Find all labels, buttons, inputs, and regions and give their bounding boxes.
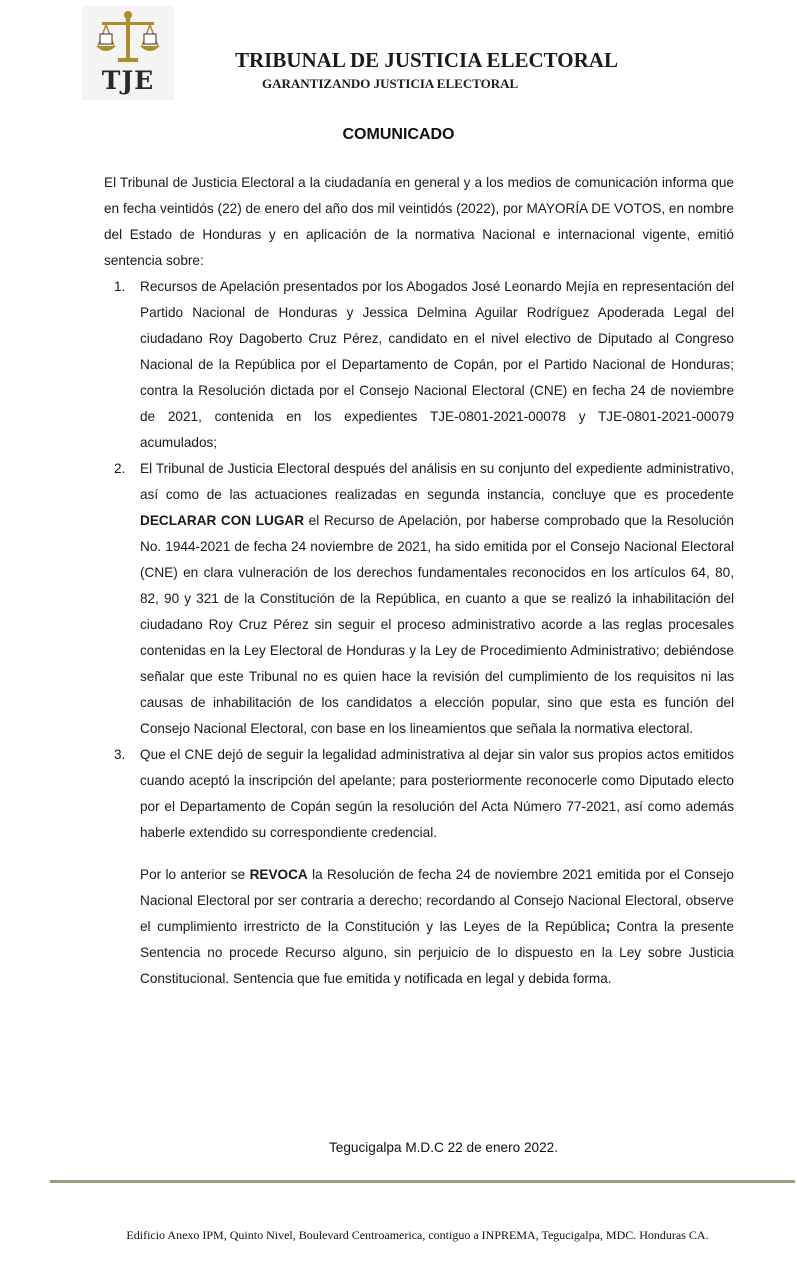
tje-logo <box>82 6 174 100</box>
list-item <box>104 274 734 456</box>
item-number: 1. <box>114 279 126 294</box>
footer-address: Edificio Anexo IPM, Quinto Nivel, Boulevard Centroamerica, contiguo a INPREMA, Tegucigalpa, MDC. Honduras CA. <box>126 1228 709 1242</box>
closing-text-before: Por lo anterior se <box>140 867 250 882</box>
closing-text-after: Contra la presente Sentencia no procede Recurso alguno, sin perjuicio de lo dispuesto en la Ley sobre Justicia Constitucional. Sentencia que fue emitida y notificada en legal y debida forma. <box>140 919 734 986</box>
item-number: 3. <box>114 747 126 762</box>
document-title: COMUNICADO <box>342 126 455 143</box>
footer-divider <box>50 1180 795 1183</box>
closing-paragraph <box>104 862 734 992</box>
scales-of-justice-icon <box>92 10 164 68</box>
item-text: Recursos de Apelación presentados por los Abogados José Leonardo Mejía en representación del Partido Nacional de Honduras y Jessica Delmina Aguilar Rodríguez Apoderada Legal del ciudadano Roy Dagoberto Cruz Pérez, candidato en el nivel electivo de Diputado al Congreso Nacional de la República por el Departamento de Copán, por el Partido Nacional de Honduras; contra la Resolución dictada por el Consejo Nacional Electoral (CNE) en fecha 24 de noviembre de 2021, contenida en los expedientes TJE-0801-2021-00078 y TJE-0801-2021-00079 acumulados; <box>140 279 734 450</box>
list-item <box>104 456 734 742</box>
document-body <box>104 170 734 992</box>
item-number: 2. <box>114 461 126 476</box>
item-text-after: el Recurso de Apelación, por haberse comprobado que la Resolución No. 1944-2021 de fecha 24 noviembre de 2021, ha sido emitida por el Consejo Nacional Electoral (CNE) en clara vulneración de los derechos fundamentales reconocidos en los artículos 64, 80, 82, 90 y 321 de la Constitución de la República, en cuanto a que se realizó la inhabilitación del ciudadano Roy Cruz Pérez sin seguir el proceso administrativo acorde a las reglas procesales contenidas en la Ley Electoral de Honduras y la Ley de Procedimiento Administrativo; debiéndose señalar que este Tribunal no es quien hace la revisión del cumplimiento de los requisitos ni las causas de inhabilitación de los candidatos a elección popular, sino que esta es función del Consejo Nacional Electoral, con base en los lineamientos que señala la normativa electoral. <box>140 513 734 736</box>
closing-bold-revoca: REVOCA <box>249 867 308 882</box>
resolution-list <box>104 274 734 846</box>
logo-text: TJE <box>101 66 155 95</box>
place-date: Tegucigalpa M.D.C 22 de enero 2022. <box>329 1140 558 1155</box>
item-text: Que el CNE dejó de seguir la legalidad administrativa al dejar sin valor sus propios actos emitidos cuando aceptó la inscripción del apelante; para posteriormente reconocerle como Diputado electo por el Departamento de Copán según la resolución del Acta Número 77-2021, así como además haberle extendido su correspondiente credencial. <box>140 747 734 840</box>
closing-text-mid: la Resolución de fecha 24 de noviembre 2021 emitida por el Consejo Nacional Electoral por ser contraria a derecho; recordando al Consejo Nacional Electoral, observe el cumplimiento irrestricto de la Constitución y las Leyes de la República <box>140 867 734 934</box>
list-item <box>104 742 734 846</box>
institution-subtitle: GARANTIZANDO JUSTICIA ELECTORAL <box>262 76 519 91</box>
item-text-before: El Tribunal de Justicia Electoral después del análisis en su conjunto del expediente administrativo, así como de las actuaciones realizadas en segunda instancia, concluye que es procedente <box>140 461 734 502</box>
institution-title: TRIBUNAL DE JUSTICIA ELECTORAL <box>235 48 618 72</box>
closing-bold-semicolon: ; <box>605 919 611 934</box>
intro-paragraph: El Tribunal de Justicia Electoral a la ciudadanía en general y a los medios de comunicación informa que en fecha veintidós (22) de enero del año dos mil veintidós (2022), por MAYORÍA DE VOTOS, en nombre del Estado de Honduras y en aplicación de la normativa Nacional e internacional vigente, emitió sentencia sobre: <box>104 175 734 268</box>
item-bold-text: DECLARAR CON LUGAR <box>140 513 305 528</box>
